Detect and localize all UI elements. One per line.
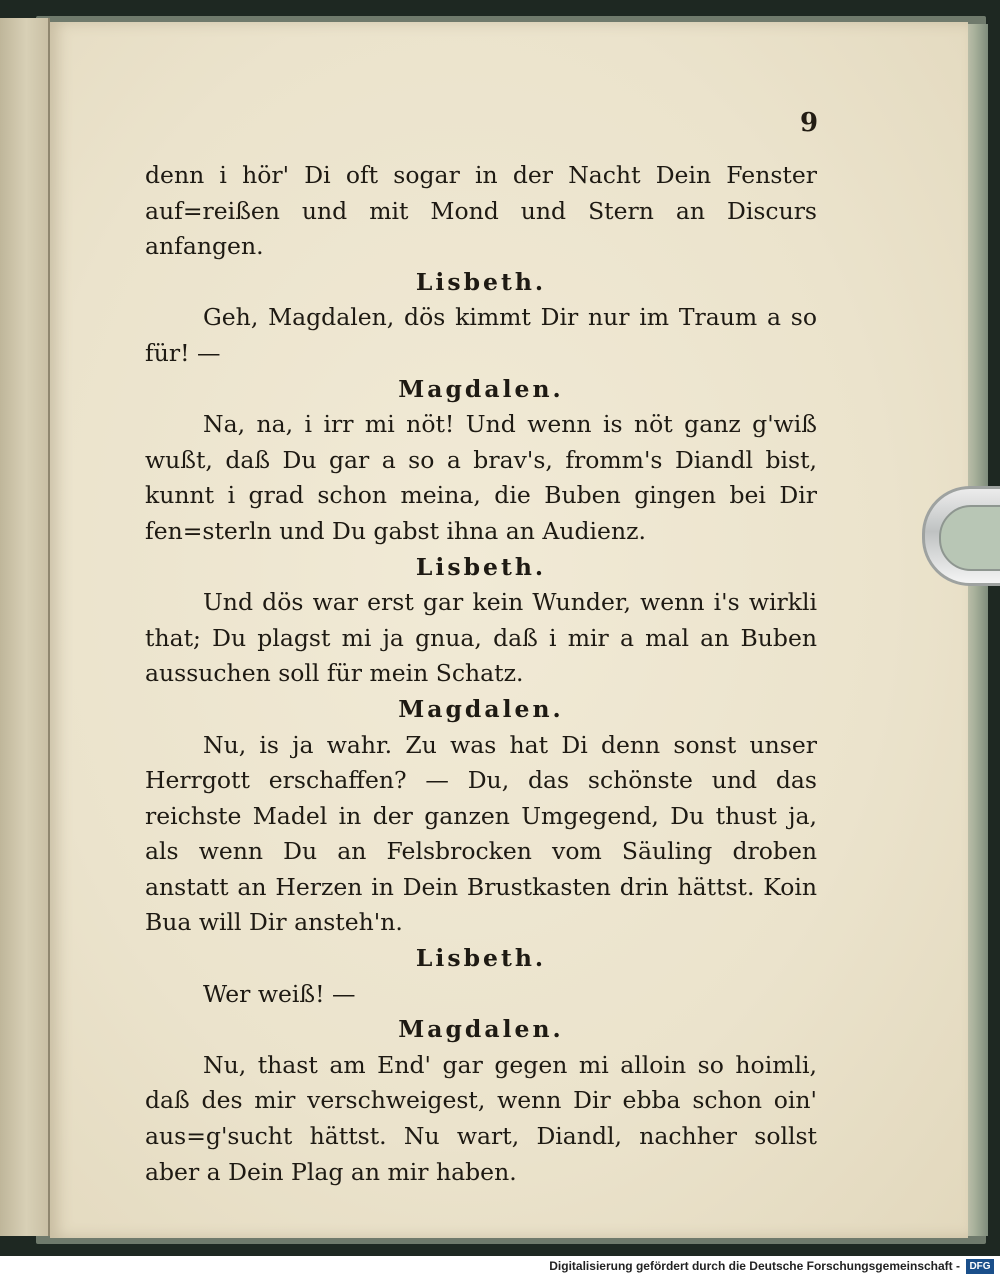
speaker-name: Lisbeth. — [415, 267, 547, 296]
speech-paragraph: Nu, thast am End' gar gegen mi alloin so hoimli, daß des mir verschweigest, wenn Dir ebba schon oin' aus=g'sucht hättst. Nu wart, Diandl, nachher sollst aber a Dein Plag an mir haben. — [145, 1050, 817, 1186]
speaker-name: Lisbeth. — [415, 552, 547, 581]
speech-paragraph: Wer weiß! — — [203, 979, 356, 1008]
text-body — [145, 158, 817, 1190]
speech-paragraph: Nu, is ja wahr. Zu was hat Di denn sonst unser Herrgott erschaffen? — Du, das schönste und das reichste Madel in der ganzen Umgegend, Du thust ja, als wenn Du an Felsbrocken vom Säuling droben anstatt an Herzen in Dein Brustkasten drin hättst. Koin Bua will Dir ansteh'n. — [145, 730, 817, 937]
page-number: 9 — [800, 108, 819, 138]
speech-paragraph: Geh, Magdalen, dös kimmt Dir nur im Traum a so für! — — [145, 303, 817, 367]
footer-credit: Digitalisierung gefördert durch die Deutsche Forschungsgemeinschaft - — [549, 1259, 960, 1273]
speaker-name: Magdalen. — [398, 374, 564, 403]
dfg-logo-icon: DFG — [966, 1259, 994, 1274]
text-paragraph: denn i hör' Di oft sogar in der Nacht Dein Fenster auf=reißen und mit Mond und Stern an Discurs anfangen. — [145, 161, 817, 261]
speaker-name: Lisbeth. — [415, 944, 547, 973]
speech-paragraph: Und dös war erst gar kein Wunder, wenn i's wirkli that; Du plagst mi ja gnua, daß i mir a mal an Buben aussuchen soll für mein Schatz. — [145, 588, 817, 688]
binding-edge — [0, 18, 50, 1236]
speech-paragraph: Na, na, i irr mi nöt! Und wenn is nöt ganz g'wiß wußt, daß Du gar a so a brav's, fromm's Diandl bist, kunnt i grad schon meina, die Buben gingen bei Dir fen=sterln und Du gabst ihna an Audienz. — [145, 410, 817, 545]
speaker-name: Magdalen. — [398, 694, 564, 723]
speaker-name: Magdalen. — [398, 1015, 564, 1044]
